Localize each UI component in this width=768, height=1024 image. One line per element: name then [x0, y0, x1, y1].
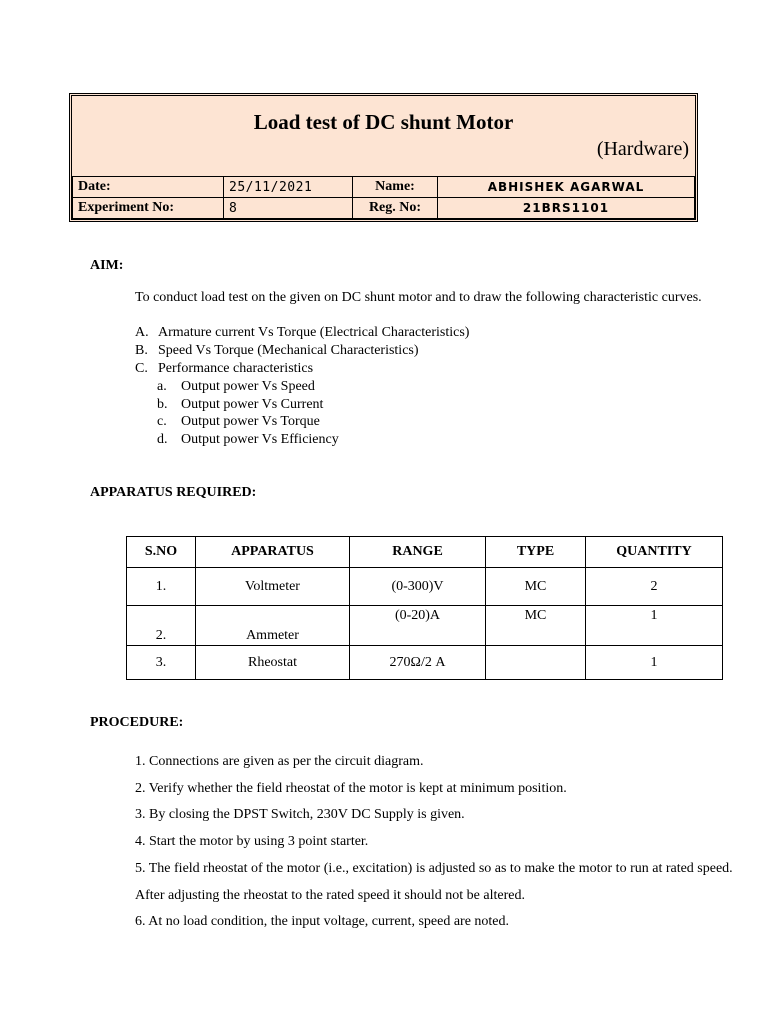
aim-heading: AIM: — [90, 258, 124, 273]
procedure-step: 5. The field rheostat of the motor (i.e., excitation) is adjusted so as to make the motor to run at rated speed. After adjusting the rheostat to the rated speed it should not be altered. — [135, 860, 733, 903]
header-box — [69, 93, 698, 222]
name-value: ABHISHEK AGARWAL — [438, 177, 695, 198]
column-header: QUANTITY — [586, 537, 723, 568]
column-header: RANGE — [350, 537, 486, 568]
apparatus-heading: APPARATUS REQUIRED: — [90, 485, 257, 500]
table-row — [127, 606, 723, 646]
cell: 270Ω/2 A — [350, 646, 486, 680]
performance-sublist — [157, 378, 339, 448]
cell: 3. — [127, 646, 196, 680]
date-value: 25/11/2021 — [224, 177, 353, 198]
cell — [486, 646, 586, 680]
procedure-step: 6. At no load condition, the input voltage, current, speed are noted. — [135, 914, 510, 930]
aim-list — [135, 324, 469, 378]
list-item: c. Output power Vs Torque — [157, 414, 320, 429]
cell: MC — [486, 568, 586, 606]
procedure-step: 3. By closing the DPST Switch, 230V DC Supply is given. — [135, 807, 465, 823]
list-item: d. Output power Vs Efficiency — [157, 431, 339, 447]
aim-paragraph: To conduct load test on the given on DC shunt motor and to draw the following characteristic curves. — [135, 290, 702, 305]
experiment-label: Experiment No: — [73, 198, 224, 219]
cell: 1 — [586, 646, 723, 680]
list-item: a. Output power Vs Speed — [157, 379, 315, 394]
column-header: APPARATUS — [196, 537, 350, 568]
cell: 2 — [586, 568, 723, 606]
list-item: b. Output power Vs Current — [157, 396, 324, 412]
list-item: B. Speed Vs Torque (Mechanical Characteristics) — [135, 343, 419, 358]
list-item: A. Armature current Vs Torque (Electrical Characteristics) — [135, 325, 470, 340]
name-label: Name: — [353, 177, 438, 198]
cell: Ammeter — [196, 606, 350, 646]
cell: 1. — [127, 568, 196, 606]
reg-label: Reg. No: — [353, 198, 438, 219]
info-table — [72, 176, 695, 219]
cell: Voltmeter — [196, 568, 350, 606]
procedure-list — [135, 749, 745, 936]
procedure-heading: PROCEDURE: — [90, 715, 184, 730]
cell: 2. — [127, 606, 196, 646]
date-label: Date: — [73, 177, 224, 198]
table-row — [127, 568, 723, 606]
document-title: Load test of DC shunt Motor — [253, 110, 514, 134]
procedure-step: 2. Verify whether the field rheostat of the motor is kept at minimum position. — [135, 780, 567, 796]
reg-value: 21BRS1101 — [438, 198, 695, 219]
cell: Rheostat — [196, 646, 350, 680]
cell: (0-300)V — [350, 568, 486, 606]
column-header: S.NO — [127, 537, 196, 568]
cell: MC — [486, 606, 586, 646]
procedure-step: 4. Start the motor by using 3 point starter. — [135, 834, 369, 850]
document-subtitle: (Hardware) — [596, 138, 689, 160]
list-item: C. Performance characteristics — [135, 361, 314, 376]
table-row — [127, 646, 723, 680]
cell: 1 — [586, 606, 723, 646]
cell: (0-20)A — [350, 606, 486, 646]
column-header: TYPE — [486, 537, 586, 568]
procedure-step: 1. Connections are given as per the circuit diagram. — [135, 754, 424, 769]
experiment-value: 8 — [224, 198, 353, 219]
apparatus-table — [126, 536, 723, 680]
